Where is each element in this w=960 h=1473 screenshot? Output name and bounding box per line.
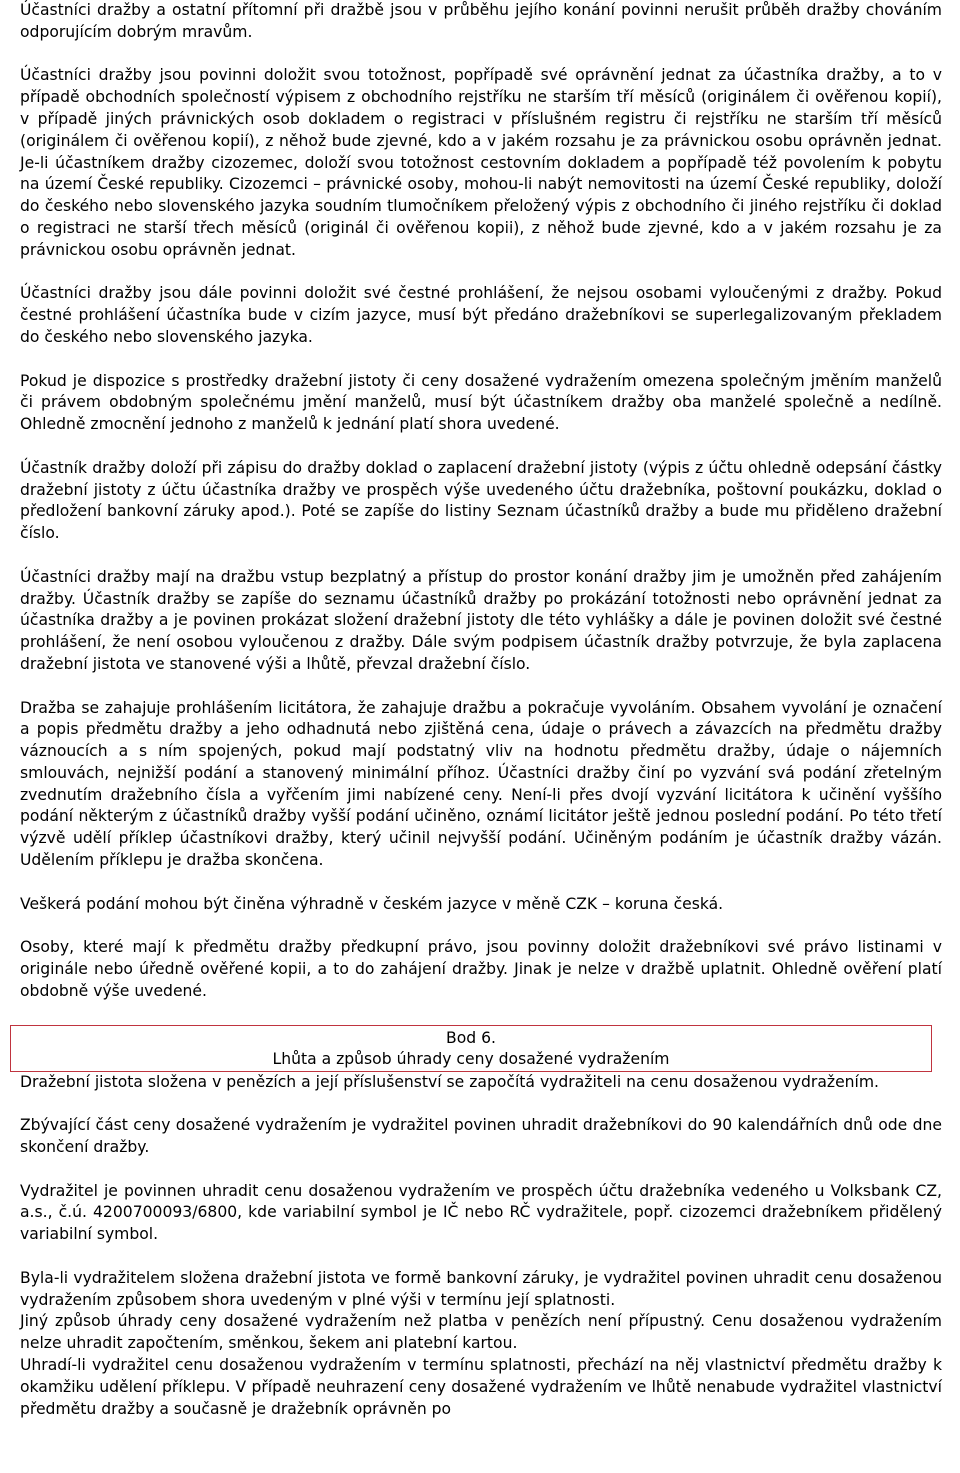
paragraph-auction-process: Dražba se zahajuje prohlášením licitátora, že zahajuje dražbu a pokračuje vyvoláním. Obsahem vyvolání je označení a popis předmětu dražby a jeho odhadnutá nebo zjištěná cena, údaje o právech a závazcích na předmětu dražby váznoucích a s ním spojených, pokud mají podstatný vliv na hodnotu předmětu dražby, údaje o nájemních smlouvách, nejnižší podání a stanovený minimální příhoz. Účastníci dražby činí po vyzvání svá podání zřetelným zvednutím dražebního čísla a vyřčením jimi nabízené ceny. Není-li přes dvojí vyzvání licitátora k učinění vyššího podání některým z účastníků dražby vyšší podání učiněno, oznámí licitátor ještě jednou poslední podání. Po této třetí výzvě udělí příklep účastníkovi dražby, který učinil nejvyšší podání. Učiněným podáním je účastník dražby vázán. Udělením příklepu je dražba skončena. (20, 698, 942, 870)
paragraph-ownership-transfer: Uhradí-li vydražitel cenu dosaženou vydražením v termínu splatnosti, přechází na něj vlastnictví předmětu dražby k okamžiku udělení příklepu. V případě neuhrazení ceny dosažené vydražením ve lhůtě nenabude vydražitel vlastnictví předmětu dražby a současně je dražebník oprávněn po (20, 1356, 942, 1418)
paragraph-preemption: Osoby, které mají k předmětu dražby předkupní právo, jsou povinny doložit dražebníkovi své právo listinami v originále nebo úředně ověřené kopii, a to do zahájení dražby. Jinak je nelze v dražbě uplatnit. Ohledně ověření platí obdobně výše uvedené. (20, 938, 942, 1000)
paragraph-identity: Účastníci dražby jsou povinni doložit svou totožnost, popřípadě své oprávnění jednat za účastníka dražby, a to v případě obchodních společností výpisem z obchodního rejstříku ne starším tří měsíců (originálem či ověřenou kopií), v případě jiných právnických osob dokladem o registraci v příslušném registru či rejstříku ne starším tří měsíců (originálem či ověřenou kopií), z něhož bude zjevné, kdo a v jakém rozsahu je za právnickou osobu oprávněn jednat. Je-li účastníkem dražby cizozemec, doloží svou totožnost cestovním dokladem a popřípadě též povolením k pobytu na území České republiky. Cizozemci – právnické osoby, mohou-li nabýt nemovitosti na území České republiky, doloží do českého nebo slovenského jazyka soudním tlumočníkem přeložený výpis z obchodního či jiného rejstříku či doklad o registraci ne starší třech měsíců (originál či ověřenou kopii), z něhož bude zjevné, kdo a v jakém rozsahu je za právnickou osobu oprávněn jednat. (20, 66, 942, 259)
paragraph-deposit: Účastník dražby doloží při zápisu do dražby doklad o zaplacení dražební jistoty (výpis z účtu ohledně odepsání částky dražební jistoty z účtu účastníka dražby ve prospěch výše uvedeného účtu dražebníka, poštovní poukázku, doklad o předložení bankovní záruky apod.). Poté se zapíše do listiny Seznam účastníků dražby a bude mu přiděleno dražební číslo. (20, 458, 942, 543)
section-heading-box (10, 1025, 932, 1072)
paragraph-bank-account: Vydražitel je povinnen uhradit cenu dosaženou vydražením ve prospěch účtu dražebníka vedeného u Volksbank CZ, a.s., č.ú. 4200700093/6800, kde variabilní symbol je IČ nebo RČ vydražitele, popř. cizozemci dražebníkem přidělený variabilní symbol. (20, 1181, 942, 1244)
section-title: Lhůta a způsob úhrady ceny dosažené vydražením (272, 1049, 670, 1068)
paragraph-payment-methods: Jiný způsob úhrady ceny dosažené vydražením než platba v penězích není přípustný. Cenu dosaženou vydražením nelze uhradit započtením, směnkou, šekem ani platební kartou. (20, 1312, 942, 1353)
paragraph-conduct: Účastníci dražby a ostatní přítomní při dražbě jsou v průběhu jejího konání povinni nerušit průběh dražby chováním odporujícím dobrým mravům. (20, 1, 942, 41)
paragraph-currency: Veškerá podání mohou být činěna výhradně v českém jazyce v měně CZK – koruna česká. (20, 894, 724, 913)
paragraph-remaining-price: Zbývající část ceny dosažené vydražením je vydražitel povinen uhradit dražebníkovi do 90 kalendářních dnů ode dne skončení dražby. (20, 1116, 942, 1157)
paragraph-declaration: Účastníci dražby jsou dále povinni doložit své čestné prohlášení, že nejsou osobami vyloučenými z dražby. Pokud čestné prohlášení účastníka bude v cizím jazyce, musí být předáno dražebníkovi se superlegalizovaným překladem do českého nebo slovenského jazyka. (20, 284, 942, 346)
paragraph-entry: Účastníci dražby mají na dražbu vstup bezplatný a přístup do prostor konání dražby jim je umožněn před zahájením dražby. Účastník dražby se zapíše do seznamu účastníků dražby po prokázání totožnosti nebo oprávnění jednat za účastníka dražby a je povinen prokázat složení dražební jistoty dle této vyhlášky a dále je povinen doložit své čestné prohlášení, že není osobou vyloučenou z dražby. Dále svým podpisem účastník dražby potvrzuje, že byla zaplacena dražební jistota ve stanovené výši a lhůtě, převzal dražební číslo. (20, 567, 942, 673)
paragraph-spouses: Pokud je dispozice s prostředky dražební jistoty či ceny dosažené vydražením omezena společným jměním manželů či právem obdobným společnému jmění manželů, musí být účastníkem dražby oba manželé společně a nedílně. Ohledně zmocnění jednoho z manželů k jednání platí shora uvedené. (20, 371, 942, 434)
paragraph-bank-guarantee: Byla-li vydražitelem složena dražební jistota ve formě bankovní záruky, je vydražitel povinen uhradit cenu dosaženou vydražením způsobem shora uvedeným v plné výši v termínu její splatnosti. (20, 1268, 942, 1309)
paragraph-deposit-credit: Dražební jistota složena v penězích a její příslušenství se započítá vydražiteli na cenu dosaženou vydražením. (20, 1072, 880, 1091)
document-page (20, 0, 942, 1420)
section-number: Bod 6. (446, 1028, 496, 1047)
